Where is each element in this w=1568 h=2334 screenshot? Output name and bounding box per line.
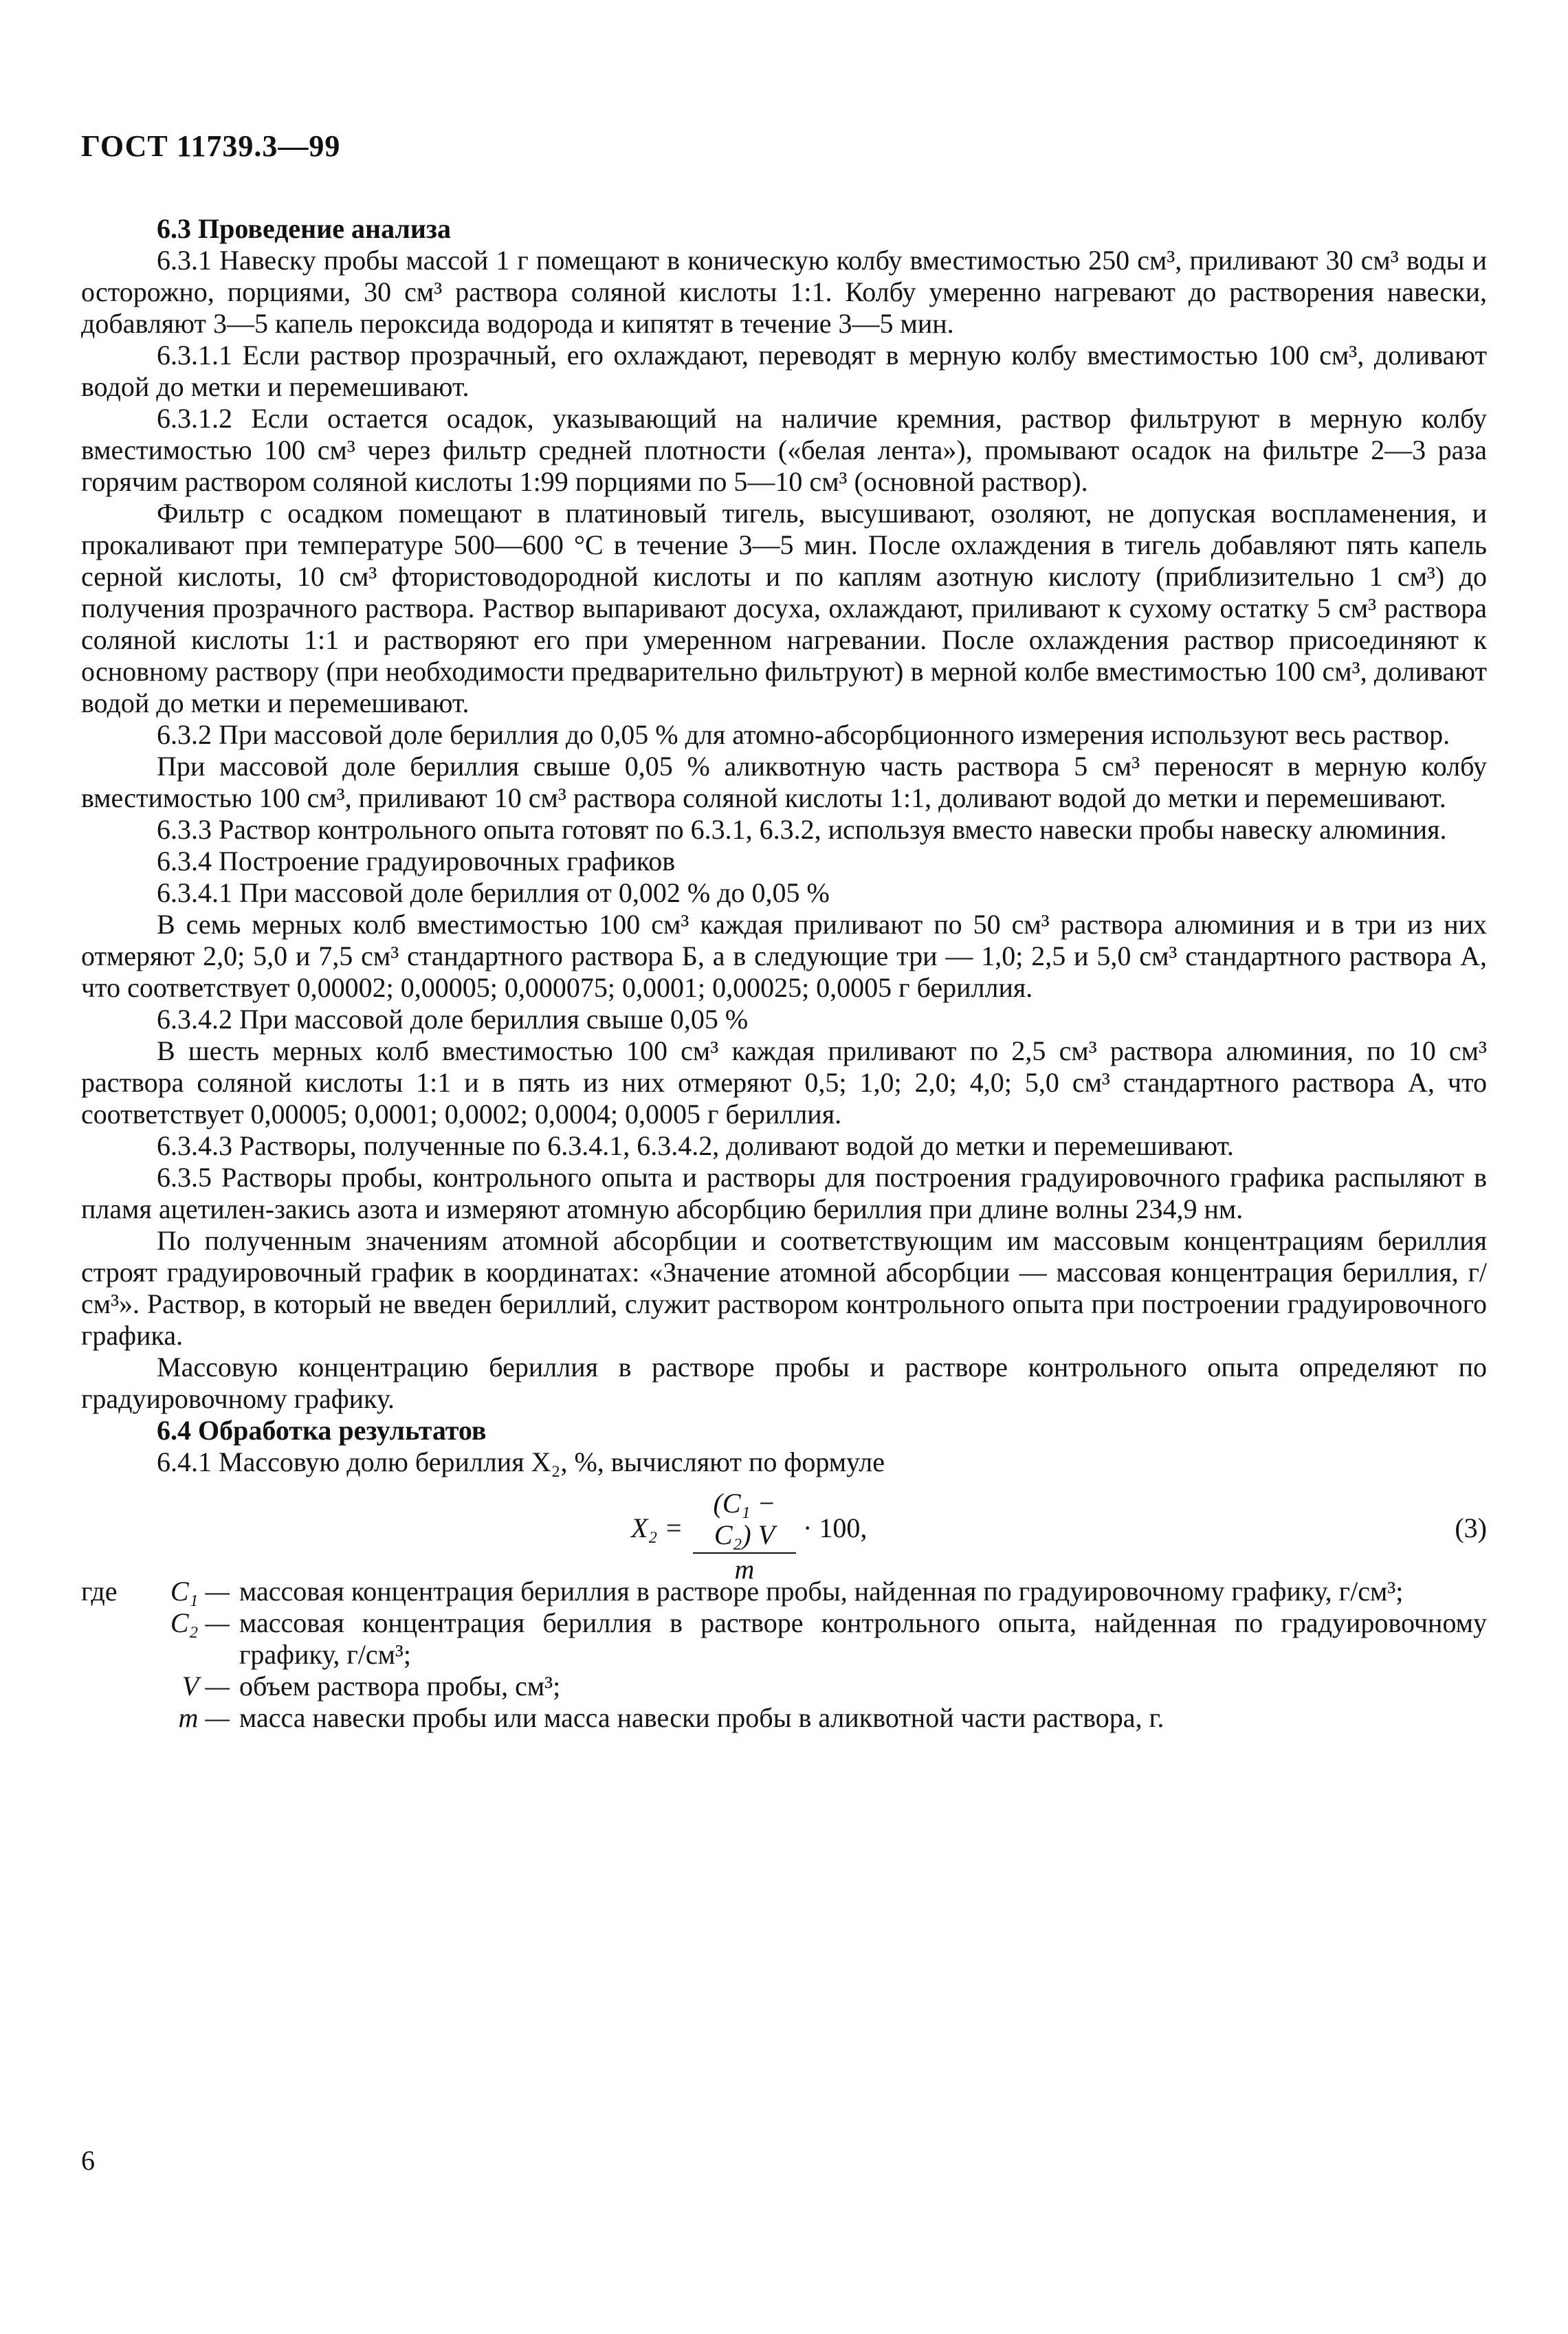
paragraph: 6.3.3 Раствор контрольного опыта готовят по 6.3.1, 6.3.2, используя вместо навески пробы навеску алюминия.: [157, 814, 1447, 845]
paragraph: 6.3.2 При массовой доле бериллия до 0,05 % для атомно-абсорбционного измерения используют весь раствор.: [157, 719, 1450, 750]
formula-number: (3): [1455, 1512, 1487, 1543]
document-header: ГОСТ 11739.3—99: [81, 129, 341, 163]
formula-fraction: [693, 1488, 796, 1585]
paragraph: При массовой доле бериллия свыше 0,05 % аликвотную часть раствора 5 см³ переносят в мерную колбу вместимостью 100 см³, приливают 10 см³ раствора соляной кислоты 1:1, доливают водой до метки и перемешивают.: [81, 751, 1487, 813]
definition-row: [81, 1607, 1487, 1671]
paragraph: В семь мерных колб вместимостью 100 см³ каждая приливают по 50 см³ раствора алюминия и в три из них отмеряют 2,0; 5,0 и 7,5 см³ стандартного раствора Б, а в следующие три — 1,0; 2,5 и 5,0 см³ стандартного раствора А, что соответствует 0,00002; 0,00005; 0,000075; 0,0001; 0,00025; 0,0005 г бериллия.: [81, 909, 1487, 1003]
where-word: где: [81, 1576, 118, 1607]
page-number: 6: [81, 2145, 95, 2176]
definition-symbol: V —: [181, 1671, 230, 1702]
paragraph: 6.3.4.3 Растворы, полученные по 6.3.4.1, 6.3.4.2, доливают водой до метки и перемешивают.: [157, 1130, 1234, 1161]
formula-lhs: X₂ =: [631, 1512, 683, 1543]
where-word: [81, 1671, 140, 1702]
paragraph-list: [81, 213, 1487, 1478]
paragraph: 6.3.1.2 Если остается осадок, указывающий на наличие кремния, раствор фильтруют в мерную колбу вместимостью 100 см³ через фильтр средней плотности («белая лента»), промывают осадок на фильтре 2—3 раза горячим раствором соляной кислоты 1:99 порциями по 5—10 см³ (основной раствор).: [81, 403, 1487, 497]
document-body: [81, 213, 1487, 1734]
definition-symbol: C₂ —: [170, 1607, 230, 1638]
definition-symbol: m —: [178, 1702, 230, 1733]
paragraph: 6.3.1.1 Если раствор прозрачный, его охлаждают, переводят в мерную колбу вместимостью 100 см³, доливают водой до метки и перемешивают.: [81, 340, 1487, 402]
where-word: [81, 1702, 140, 1734]
definition-symbol: C₁ —: [170, 1576, 230, 1607]
paragraph: 6.3.5 Растворы пробы, контрольного опыта и растворы для построения градуировочного графика распыляют в пламя ацетилен-закись азота и измеряют атомную абсорбцию бериллия при длине волны 234,9 нм.: [81, 1162, 1487, 1224]
paragraph: 6.3.4.2 При массовой доле бериллия свыше 0,05 %: [157, 1004, 749, 1035]
definition-row: [81, 1671, 1487, 1702]
formula-rest: · 100,: [803, 1512, 868, 1543]
definition-text: массовая концентрация бериллия в растворе контрольного опыта, найденная по градуировочному графику, г/см³;: [239, 1607, 1487, 1670]
definitions-table: [81, 1576, 1487, 1734]
formula-3: [81, 1488, 1487, 1585]
definition-text: массовая концентрация бериллия в растворе пробы, найденная по градуировочному графику, г/см³;: [239, 1576, 1404, 1607]
paragraph: 6.4.1 Массовую долю бериллия X₂, %, вычисляют по формуле: [157, 1446, 885, 1477]
paragraph: 6.3.4.1 При массовой доле бериллия от 0,002 % до 0,05 %: [157, 877, 830, 908]
definition-text: масса навески пробы или масса навески пробы в аликвотной части раствора, г.: [239, 1702, 1164, 1733]
paragraph: В шесть мерных колб вместимостью 100 см³ каждая приливают по 2,5 см³ раствора алюминия, по 10 см³ раствора соляной кислоты 1:1 и в пять из них отмеряют 0,5; 1,0; 2,0; 4,0; 5,0 см³ стандартного раствора А, что соответствует 0,00005; 0,0001; 0,0002; 0,0004; 0,0005 г бериллия.: [81, 1035, 1487, 1130]
where-word: [81, 1607, 140, 1671]
formula-numerator: (C₁ − C₂) V: [693, 1488, 796, 1554]
paragraph: По полученным значениям атомной абсорбции и соответствующим им массовым концентрациям бериллия строят градуировочный график в координатах: «Значение атомной абсорбции — массовая концентрация бериллия, г/см³». Раствор, в который не введен бериллий, служит раствором контрольного опыта при построении градуировочного графика.: [81, 1225, 1487, 1351]
definition-text: объем раствора пробы, см³;: [239, 1671, 561, 1702]
definition-row: [81, 1702, 1487, 1734]
paragraph: Фильтр с осадком помещают в платиновый тигель, высушивают, озоляют, не допуская воспламенения, и прокаливают при температуре 500—600 °С в течение 3—5 мин. После охлаждения в тигель добавляют пять капель серной кислоты, 10 см³ фтористоводородной кислоты и по каплям азотную кислоту (приблизительно 1 см³) до получения прозрачного раствора. Раствор выпаривают досуха, охлаждают, приливают к сухому остатку 5 см³ раствора соляной кислоты 1:1 и растворяют его при умеренном нагревании. После охлаждения раствор присоединяют к основному раствору (при необходимости предварительно фильтруют) в мерной колбе вместимостью 100 см³, доливают водой до метки и перемешивают.: [81, 498, 1487, 718]
paragraph: 6.3.4 Построение градуировочных графиков: [157, 846, 676, 877]
formula-denominator: m: [734, 1554, 755, 1585]
paragraph: Массовую концентрацию бериллия в растворе пробы и растворе контрольного опыта определяют по градуировочному графику.: [81, 1352, 1487, 1414]
paragraph: 6.3.1 Навеску пробы массой 1 г помещают в коническую колбу вместимостью 250 см³, приливают 30 см³ воды и осторожно, порциями, 30 см³ раствора соляной кислоты 1:1. Колбу умеренно нагревают до растворения навески, добавляют 3—5 капель пероксида водорода и кипятят в течение 3—5 мин.: [81, 245, 1487, 339]
section-heading: 6.4 Обработка результатов: [157, 1415, 487, 1446]
section-heading: 6.3 Проведение анализа: [157, 213, 451, 244]
